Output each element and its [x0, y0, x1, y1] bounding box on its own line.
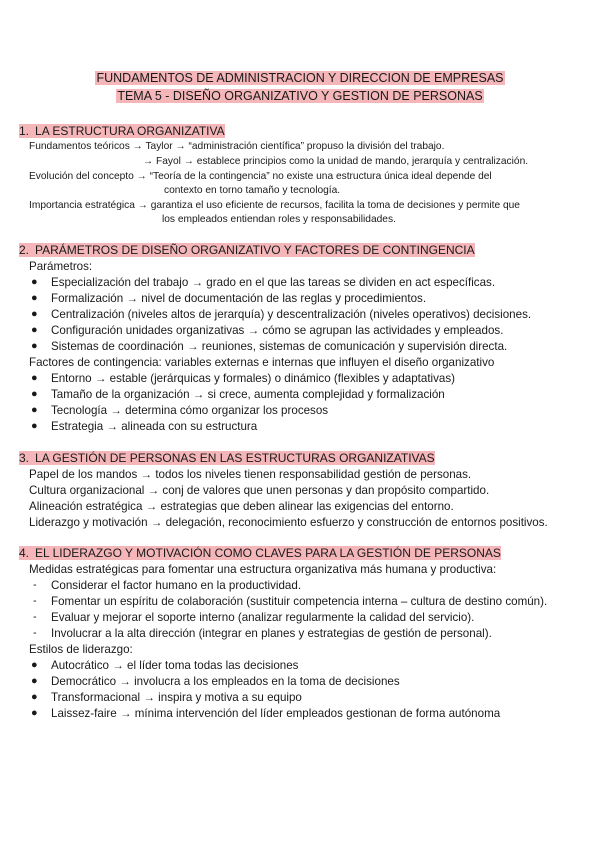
s1-line: Importancia estratégica → garantiza el uso eficiente de recursos, facilita la toma de decisiones y permite que: [29, 200, 520, 211]
parametros-label: Parámetros:: [29, 260, 93, 273]
list-item: Sistemas de coordinación → reuniones, sistemas de comunicación y supervisión directa.: [51, 340, 508, 353]
s1-line: Fundamentos teóricos → Taylor → “administración científica” propuso la división del trabajo.: [29, 141, 445, 152]
bullet-icon: ●: [31, 420, 38, 432]
dash-icon: -: [33, 627, 37, 639]
bullet-icon: ●: [31, 691, 38, 703]
list-item: Involucrar a la alta dirección (integrar en planes y estrategias de gestión de personal).: [51, 627, 492, 640]
medidas-label: Medidas estratégicas para fomentar una estructura organizativa más humana y productiva:: [29, 563, 497, 576]
bullet-icon: ●: [31, 340, 38, 352]
s1-line: contexto en torno tamaño y tecnología.: [164, 185, 341, 196]
list-item: Fomentar un espíritu de colaboración (sustituir competencia interna – cultura de destino común).: [51, 595, 548, 608]
list-item: Formalización → nivel de documentación de las reglas y procedimientos.: [51, 292, 427, 305]
list-item: Transformacional → inspira y motiva a su equipo: [51, 691, 302, 704]
list-item: Tecnología → determina cómo organizar los procesos: [51, 404, 329, 417]
bullet-icon: ●: [31, 308, 38, 320]
list-item: Especialización del trabajo → grado en el que las tareas se dividen en act específicas.: [51, 276, 496, 289]
bullet-icon: ●: [31, 388, 38, 400]
list-item: Autocrático → el líder toma todas las decisiones: [51, 659, 299, 672]
dash-icon: -: [33, 611, 37, 623]
list-item: Centralización (niveles altos de jerarquía) y descentralización (niveles operativos) decisiones.: [51, 308, 532, 321]
s1-line: los empleados entiendan roles y responsabilidades.: [162, 214, 396, 225]
list-item: Considerar el factor humano en la productividad.: [51, 579, 302, 592]
bullet-icon: ●: [31, 372, 38, 384]
factores-label: Factores de contingencia: variables externas e internas que influyen el diseño organizativo: [29, 356, 495, 369]
estilos-label: Estilos de liderazgo:: [29, 643, 133, 656]
title-line-2: TEMA 5 - DISEÑO ORGANIZATIVO Y GESTION DE PERSONAS: [117, 89, 483, 103]
s3-line: Papel de los mandos → todos los niveles tienen responsabilidad gestión de personas.: [29, 468, 472, 481]
list-item: Configuración unidades organizativas → cómo se agrupan las actividades y empleados.: [51, 324, 504, 337]
list-item: Laissez-faire → mínima intervención del líder empleados gestionan de forma autónoma: [51, 707, 501, 720]
bullet-icon: ●: [31, 276, 38, 288]
bullet-icon: ●: [31, 292, 38, 304]
list-item: Evaluar y mejorar el soporte interno (analizar regularmente la calidad del servicio).: [51, 611, 475, 624]
title-line-1: FUNDAMENTOS DE ADMINISTRACION Y DIRECCION DE EMPRESAS: [96, 71, 504, 85]
section-1-heading: 1. LA ESTRUCTURA ORGANIZATIVA: [19, 124, 225, 138]
bullet-icon: ●: [31, 675, 38, 687]
dash-icon: -: [33, 579, 37, 591]
section-4-heading: 4. EL LIDERAZGO Y MOTIVACIÓN COMO CLAVES PARA LA GESTIÓN DE PERSONAS: [19, 546, 501, 560]
s3-line: Alineación estratégica → estrategias que deben alinear las exigencias del entorno.: [29, 500, 454, 513]
s1-line: → Fayol → establece principios como la unidad de mando, jerarquía y centralización.: [143, 156, 529, 167]
bullet-icon: ●: [31, 324, 38, 336]
section-2-heading: 2. PARÁMETROS DE DISEÑO ORGANIZATIVO Y FACTORES DE CONTINGENCIA: [19, 243, 475, 257]
bullet-icon: ●: [31, 404, 38, 416]
list-item: Democrático → involucra a los empleados en la toma de decisiones: [51, 675, 400, 688]
list-item: Tamaño de la organización → si crece, aumenta complejidad y formalización: [51, 388, 445, 401]
document-title: [0, 71, 600, 86]
document-subtitle: [0, 89, 600, 104]
s3-line: Liderazgo y motivación → delegación, reconocimiento esfuerzo y construcción de entornos positivos.: [29, 516, 548, 529]
list-item: Entorno → estable (jerárquicas y formales) o dinámico (flexibles y adaptativas): [51, 372, 456, 385]
list-item: Estrategia → alineada con su estructura: [51, 420, 258, 433]
bullet-icon: ●: [31, 659, 38, 671]
section-3-heading: 3. LA GESTIÓN DE PERSONAS EN LAS ESTRUCTURAS ORGANIZATIVAS: [19, 451, 435, 465]
bullet-icon: ●: [31, 707, 38, 719]
s3-line: Cultura organizacional → conj de valores que unen personas y dan propósito compartido.: [29, 484, 490, 497]
dash-icon: -: [33, 595, 37, 607]
s1-line: Evolución del concepto → “Teoría de la contingencia” no existe una estructura única ideal depende del: [29, 171, 492, 182]
